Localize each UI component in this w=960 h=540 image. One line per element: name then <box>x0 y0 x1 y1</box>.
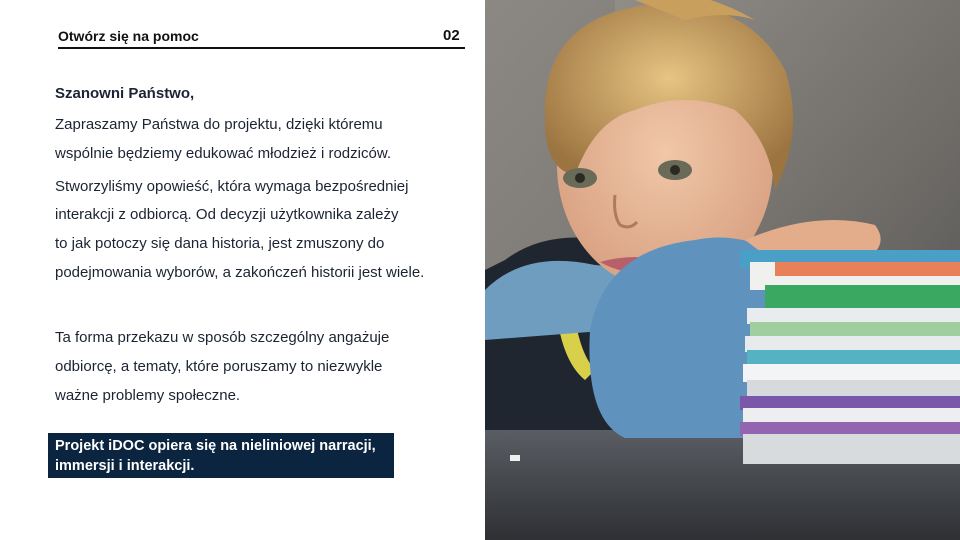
paragraph-1-line-1: Zapraszamy Państwa do projektu, dzięki któremu <box>55 116 383 133</box>
paragraph-2-line-4: podejmowania wyborów, a zakończeń historii jest wiele. <box>55 264 425 281</box>
paragraph-3-line-1: Ta forma przekazu w sposób szczególny angażuje <box>55 329 390 346</box>
photo-sad-boy-with-books <box>485 0 960 540</box>
header-divider <box>58 47 465 49</box>
paragraph-3-line-2: odbiorcę, a tematy, które poruszamy to niezwykle <box>55 358 383 375</box>
paragraph-1-line-2: wspólnie będziemy edukować młodzież i rodziców. <box>55 145 391 162</box>
page-number: 02 <box>443 27 460 44</box>
callout-line-1: Projekt iDOC opiera się na nieliniowej narracji, <box>55 438 376 454</box>
book-stack <box>740 250 960 464</box>
callout-box <box>48 433 394 478</box>
paragraph-2-line-1: Stworzyliśmy opowieść, która wymaga bezpośredniej <box>55 178 409 195</box>
greeting: Szanowni Państwo, <box>55 85 195 102</box>
callout-line-2: immersji i interakcji. <box>55 458 195 474</box>
paragraph-3-line-3: ważne problemy społeczne. <box>55 387 241 404</box>
paragraph-2-line-3: to jak potoczy się dana historia, jest zmuszony do <box>55 235 385 252</box>
slide-title: Otwórz się na pomoc <box>58 28 199 44</box>
photo-illustration <box>485 0 960 540</box>
paragraph-2-line-2: interakcji z odbiorcą. Od decyzji użytkownika zależy <box>55 206 399 223</box>
